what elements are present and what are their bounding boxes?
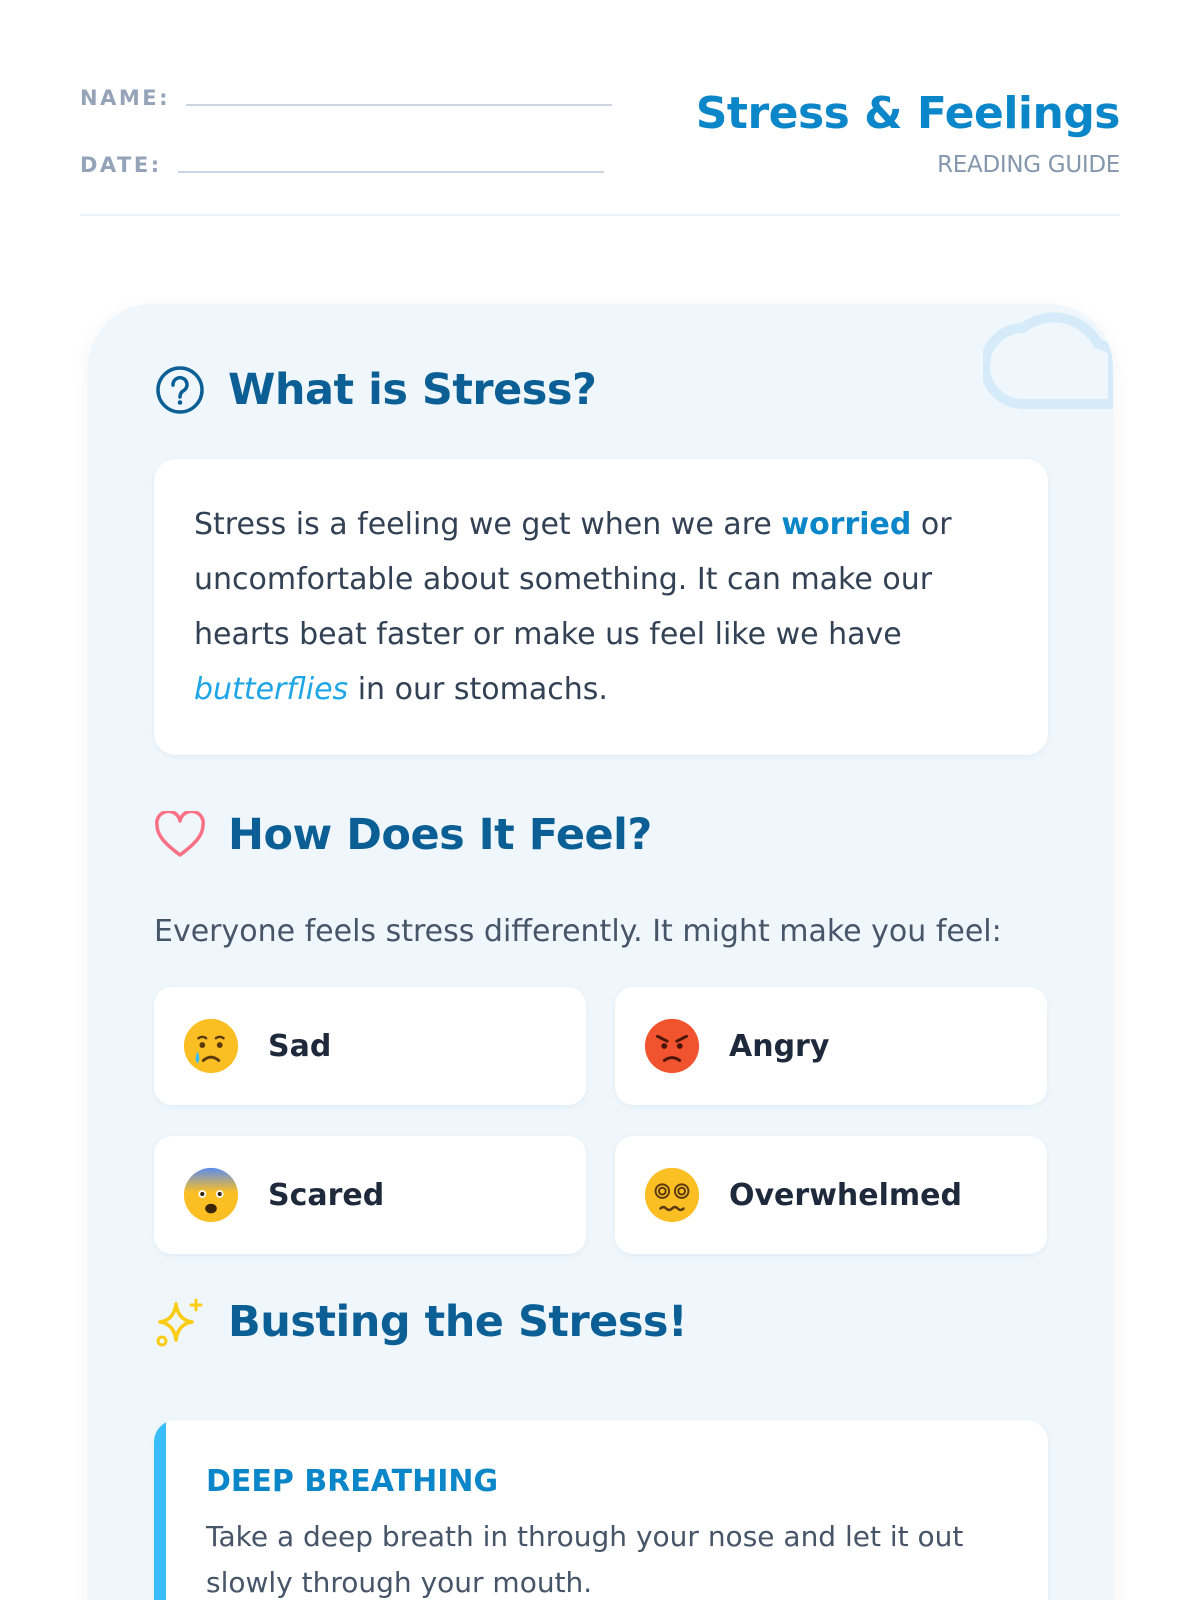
question-icon: [154, 364, 206, 416]
feeling-label-overwhelmed: Overwhelmed: [729, 1177, 962, 1213]
intro-italic: butterflies: [194, 672, 349, 707]
name-label: NAME:: [80, 86, 170, 110]
tip-text: Take a deep breath in through your nose and let it out slowly through your mouth.: [206, 1520, 964, 1599]
name-line[interactable]: [186, 104, 612, 106]
intro-text-2: or uncomfortable about something. It can make our hearts beat faster or make us feel like we have: [194, 507, 952, 652]
intro-box: [154, 459, 1048, 755]
angry-face-icon: [643, 1017, 701, 1075]
tip-card-deep-breathing: [154, 1420, 1048, 1600]
page-subtitle: READING GUIDE: [937, 152, 1120, 178]
feeling-card-scared: [154, 1136, 586, 1254]
tip-title: DEEP BREATHING: [206, 1464, 499, 1499]
feeling-card-overwhelmed: [615, 1136, 1047, 1254]
dizzy-face-icon: [643, 1166, 701, 1224]
feeling-card-angry: [615, 987, 1047, 1105]
feeling-label-scared: Scared: [268, 1177, 385, 1213]
cloud-icon: [983, 304, 1113, 414]
crying-face-icon: [182, 1017, 240, 1075]
intro-text-1: Stress is a feeling we get when we are: [194, 507, 782, 542]
section-feel-heading: [154, 809, 652, 861]
feeling-card-sad: [154, 987, 586, 1105]
date-line[interactable]: [178, 171, 604, 173]
date-label: DATE:: [80, 153, 162, 177]
feeling-label-angry: Angry: [729, 1028, 830, 1064]
date-field[interactable]: [80, 153, 604, 177]
section-what-heading: [154, 364, 596, 416]
page-title: Stress & Feelings: [695, 88, 1120, 139]
name-field[interactable]: [80, 86, 612, 110]
tip-accent-bar: [154, 1420, 166, 1600]
sparkles-icon: [154, 1296, 206, 1348]
section-bust-title: Busting the Stress!: [228, 1297, 688, 1347]
intro-text-3: in our stomachs.: [348, 672, 608, 707]
section-what-title: What is Stress?: [228, 365, 597, 415]
intro-highlight: worried: [781, 507, 912, 542]
fearful-face-icon: [182, 1166, 240, 1224]
feeling-label-sad: Sad: [268, 1028, 332, 1064]
section-feel-title: How Does It Feel?: [228, 810, 652, 860]
feel-lead: Everyone feels stress differently. It might make you feel:: [154, 914, 1002, 949]
heart-icon: [154, 809, 206, 861]
section-bust-heading: [154, 1296, 687, 1348]
worksheet-header: [80, 80, 1120, 216]
content-card: [88, 304, 1113, 1600]
